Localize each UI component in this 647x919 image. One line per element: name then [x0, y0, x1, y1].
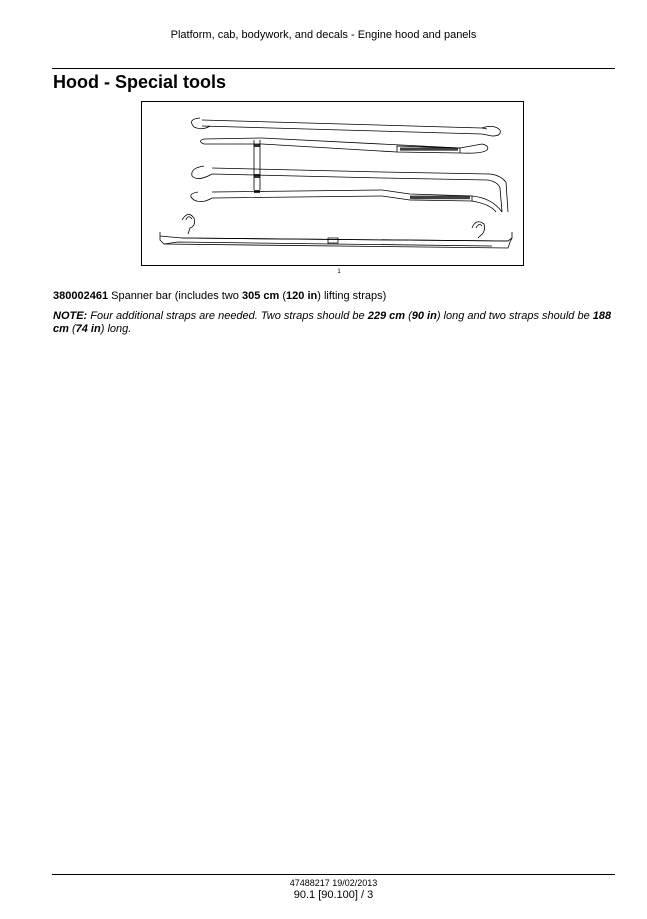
- footer-divider: [52, 874, 615, 875]
- figure-caption: 1: [337, 269, 341, 275]
- running-header: Platform, cab, bodywork, and decals - Engine hood and panels: [170, 29, 477, 41]
- lifting-strap-1: [192, 118, 501, 162]
- footer-page-reference: 90.1 [90.100] / 3: [293, 889, 374, 901]
- spanner-bar: [160, 214, 512, 248]
- straps-and-spanner-bar-drawing: [142, 102, 525, 267]
- figure-illustration: [141, 101, 524, 266]
- footer-document-info: 47488217 19/02/2013: [289, 878, 378, 888]
- header-divider: [52, 68, 615, 69]
- part-number: 380002461: [53, 290, 109, 302]
- page-title: Hood - Special tools: [53, 72, 227, 92]
- note-paragraph: NOTE: Four additional straps are needed. Two straps should be 229 cm (90 in) long and two straps should be 188 cm (74 in) long.: [53, 310, 612, 335]
- lifting-strap-2: [191, 162, 508, 212]
- note-label: NOTE:: [53, 310, 88, 322]
- part-description: 380002461 Spanner bar (includes two 305 cm (120 in) lifting straps): [53, 290, 387, 302]
